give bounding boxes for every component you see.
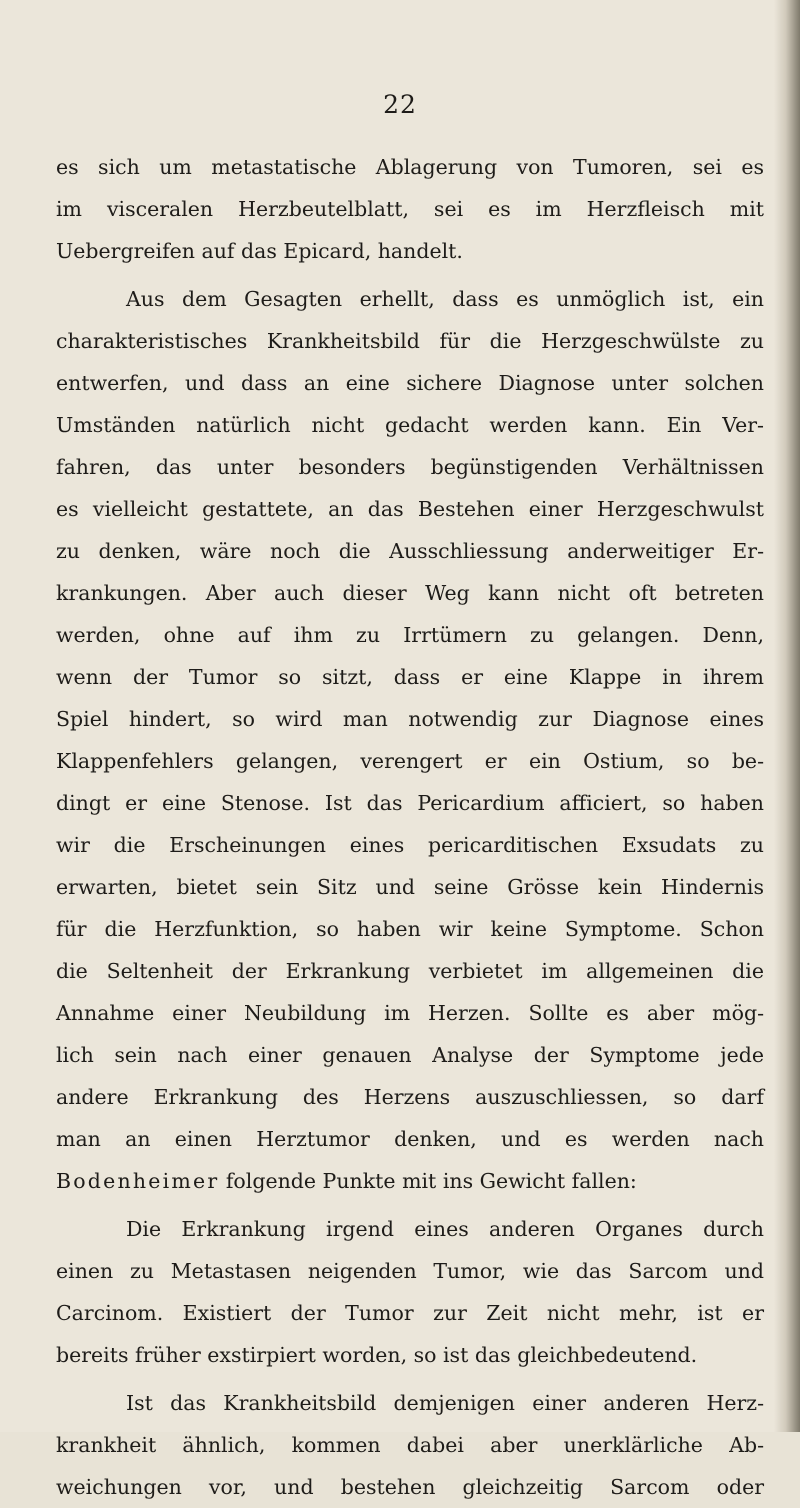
text-line: zu denken, wäre noch die Ausschliessung anderweitiger Er- — [56, 539, 764, 563]
text-line: entwerfen, und dass an eine sichere Diagnose unter solchen — [56, 371, 764, 395]
text-line: dingt er eine Stenose. Ist das Pericardium afficiert, so haben — [56, 791, 764, 815]
text-line: es vielleicht gestattete, an das Bestehen einer Herzgeschwulst — [56, 497, 764, 521]
paragraph-2 — [56, 278, 764, 1202]
text-line: wenn der Tumor so sitzt, dass er eine Klappe in ihrem — [56, 665, 764, 689]
page-edge-shadow — [774, 0, 800, 1432]
text-line: weichungen vor, und bestehen gleichzeitig Sarcom oder — [56, 1475, 764, 1499]
paragraph-3 — [56, 1208, 764, 1376]
text-line: Umständen natürlich nicht gedacht werden kann. Ein Ver- — [56, 413, 764, 437]
author-name: Bodenheimer — [56, 1169, 220, 1193]
text-line: Spiel hindert, so wird man notwendig zur Diagnose eines — [56, 707, 764, 731]
text-line: Annahme einer Neubildung im Herzen. Sollte es aber mög- — [56, 1001, 764, 1025]
text-line: bereits früher exstirpiert worden, so ist das gleichbedeutend. — [56, 1343, 698, 1367]
text-line: die Seltenheit der Erkrankung verbietet im allgemeinen die — [56, 959, 764, 983]
text-line: für die Herzfunktion, so haben wir keine Symptome. Schon — [56, 917, 764, 941]
text-line: werden, ohne auf ihm zu Irrtümern zu gelangen. Denn, — [56, 623, 764, 647]
text-line: lich sein nach einer genauen Analyse der Symptome jede — [56, 1043, 764, 1067]
text-line: Die Erkrankung irgend eines anderen Organes durch — [126, 1217, 764, 1241]
text-line — [56, 1160, 764, 1202]
text-line: es sich um metastatische Ablagerung von Tumoren, sei es — [56, 155, 764, 179]
text-line: Carcinom. Existiert der Tumor zur Zeit nicht mehr, ist er — [56, 1301, 764, 1325]
text-line: wir die Erscheinungen eines pericarditischen Exsudats zu — [56, 833, 764, 857]
text-fragment: folgende Punkte mit ins Gewicht fallen: — [219, 1169, 637, 1193]
text-line: im visceralen Herzbeutelblatt, sei es im Herzfleisch mit — [56, 197, 764, 221]
page-number: 22 — [383, 90, 417, 119]
text-line: charakteristisches Krankheitsbild für die Herzgeschwülste zu — [56, 329, 764, 353]
text-line: einen zu Metastasen neigenden Tumor, wie das Sarcom und — [56, 1259, 764, 1283]
text-line: Ist das Krankheitsbild demjenigen einer anderen Herz- — [126, 1391, 764, 1415]
paragraph-4 — [56, 1382, 764, 1508]
text-line: man an einen Herztumor denken, und es werden nach — [56, 1127, 764, 1151]
text-line: fahren, das unter besonders begünstigenden Verhältnissen — [56, 455, 764, 479]
text-line: andere Erkrankung des Herzens auszuschliessen, so darf — [56, 1085, 764, 1109]
text-line: krankheit ähnlich, kommen dabei aber unerklärliche Ab- — [56, 1433, 764, 1457]
text-line: Uebergreifen auf das Epicard, handelt. — [56, 239, 463, 263]
text-line: Aus dem Gesagten erhellt, dass es unmöglich ist, ein — [126, 287, 764, 311]
text-line: Klappenfehlers gelangen, verengert er ein Ostium, so be- — [56, 749, 764, 773]
body-text — [56, 146, 764, 1508]
paragraph-1 — [56, 146, 764, 272]
text-line: erwarten, bietet sein Sitz und seine Grösse kein Hindernis — [56, 875, 764, 899]
text-line: krankungen. Aber auch dieser Weg kann nicht oft betreten — [56, 581, 764, 605]
